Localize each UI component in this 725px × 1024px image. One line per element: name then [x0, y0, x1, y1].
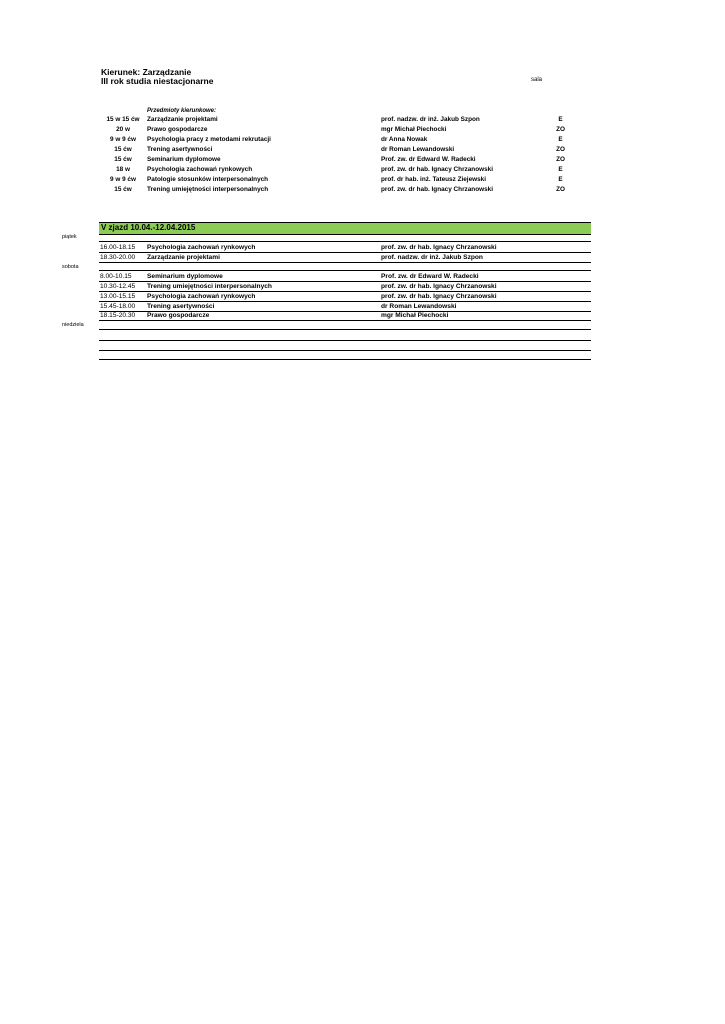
session-teacher: mgr Michał Piechocki	[381, 312, 449, 319]
subject-teacher: prof. zw. dr hab. Ignacy Chrzanowski	[381, 185, 493, 193]
day-label-sobota: sobota	[62, 264, 79, 270]
subject-hours: 15 ćw	[114, 146, 132, 154]
zjazd-title: V zjazd 10.04.-12.04.2015	[101, 223, 196, 232]
divider	[99, 241, 591, 242]
session-teacher: prof. zw. dr hab. Ignacy Chrzanowski	[381, 244, 497, 251]
subject-name: Trening umiejętności interpersonalnych	[147, 185, 269, 193]
subject-name: Psychologia zachowań rynkowych	[147, 165, 253, 173]
subject-hours: 9 w 9 ćw	[110, 136, 136, 144]
subject-type: ZO	[556, 146, 565, 154]
subject-name: Patologie stosunków interpersonalnych	[147, 175, 269, 183]
program-subtitle: III rok studia niestacjonarne	[101, 76, 214, 86]
subject-row	[100, 164, 584, 174]
session-time: 8.00-10.15	[100, 273, 132, 280]
session-time: 10.30-12.45	[100, 283, 136, 290]
subject-name: Seminarium dyplomowe	[147, 156, 221, 163]
subjects-table	[100, 115, 584, 194]
session-subject: Psychologia zachowań rynkowych	[147, 293, 256, 300]
session-subject: Psychologia zachowań rynkowych	[147, 244, 256, 251]
session-subject: Trening asertywności	[147, 303, 215, 310]
divider	[99, 270, 591, 271]
subject-hours: 15 w 15 ćw	[106, 116, 140, 124]
divider	[99, 329, 591, 330]
subject-teacher: Prof. zw. dr Edward W. Radecki	[381, 156, 476, 163]
subject-name: Trening asertywności	[147, 146, 213, 154]
divider	[99, 262, 591, 263]
subject-name: Prawo gospodarcze	[147, 126, 208, 134]
subjects-heading: Przedmioty kierunkowe:	[147, 108, 217, 114]
divider	[99, 320, 591, 321]
session-subject: Trening umiejętności interpersonalnych	[147, 283, 272, 290]
session-time: 18.15-20.30	[100, 312, 136, 319]
subject-row	[100, 174, 584, 184]
subject-teacher: dr Anna Nowak	[381, 136, 428, 144]
subject-type: E	[558, 136, 563, 144]
subject-teacher: prof. nadzw. dr inż. Jakub Szpon	[381, 116, 480, 124]
session-time: 13.00-15.15	[100, 293, 136, 300]
subject-type: E	[558, 165, 563, 173]
session-time: 15.45-18.00	[100, 303, 136, 310]
session-subject: Prawo gospodarcze	[147, 312, 210, 319]
session-time: 18.30-20.00	[100, 254, 136, 261]
subject-type: ZO	[556, 126, 565, 134]
session-teacher: prof. zw. dr hab. Ignacy Chrzanowski	[381, 283, 497, 290]
subject-row	[100, 184, 584, 194]
subject-row	[100, 125, 584, 135]
day-label-piatek: piątek	[62, 234, 77, 240]
divider	[99, 359, 591, 360]
session-time: 16.00-18.15	[100, 244, 136, 251]
subject-name: Psychologia pracy z metodami rekrutacji	[147, 136, 271, 144]
divider	[99, 350, 591, 351]
sala-label: sala	[531, 77, 543, 83]
subject-type: ZO	[556, 156, 565, 163]
subject-row	[100, 115, 584, 125]
subject-row	[100, 155, 584, 165]
session-teacher: dr Roman Lewandowski	[381, 303, 457, 310]
subject-row	[100, 135, 584, 145]
session-teacher: prof. nadzw. dr inż. Jakub Szpon	[381, 254, 483, 261]
subject-hours: 18 w	[116, 165, 130, 173]
subject-hours: 15 ćw	[114, 156, 132, 163]
session-teacher: Prof. zw. dr Edward W. Radecki	[381, 273, 479, 280]
subject-type: ZO	[556, 185, 565, 193]
subject-type: E	[558, 175, 563, 183]
divider	[99, 340, 591, 341]
session-subject: Zarządzanie projektami	[147, 254, 220, 261]
subject-row	[100, 145, 584, 155]
subject-teacher: mgr Michał Piechocki	[381, 126, 447, 134]
subject-hours: 20 w	[116, 126, 130, 134]
subject-teacher: prof. dr hab. inż. Tateusz Ziejewski	[381, 175, 486, 183]
subject-teacher: prof. zw. dr hab. Ignacy Chrzanowski	[381, 165, 493, 173]
subject-type: E	[558, 116, 563, 124]
session-teacher: prof. zw. dr hab. Ignacy Chrzanowski	[381, 293, 497, 300]
subject-teacher: dr Roman Lewandowski	[381, 146, 455, 154]
subject-hours: 9 w 9 ćw	[110, 175, 136, 183]
program-title: Kierunek: Zarządzanie	[101, 67, 192, 77]
session-subject: Seminarium dyplomowe	[147, 273, 223, 280]
subject-name: Zarządzanie projektami	[147, 116, 218, 124]
day-label-niedziela: niedziela	[62, 322, 84, 328]
subject-hours: 15 ćw	[114, 185, 132, 193]
